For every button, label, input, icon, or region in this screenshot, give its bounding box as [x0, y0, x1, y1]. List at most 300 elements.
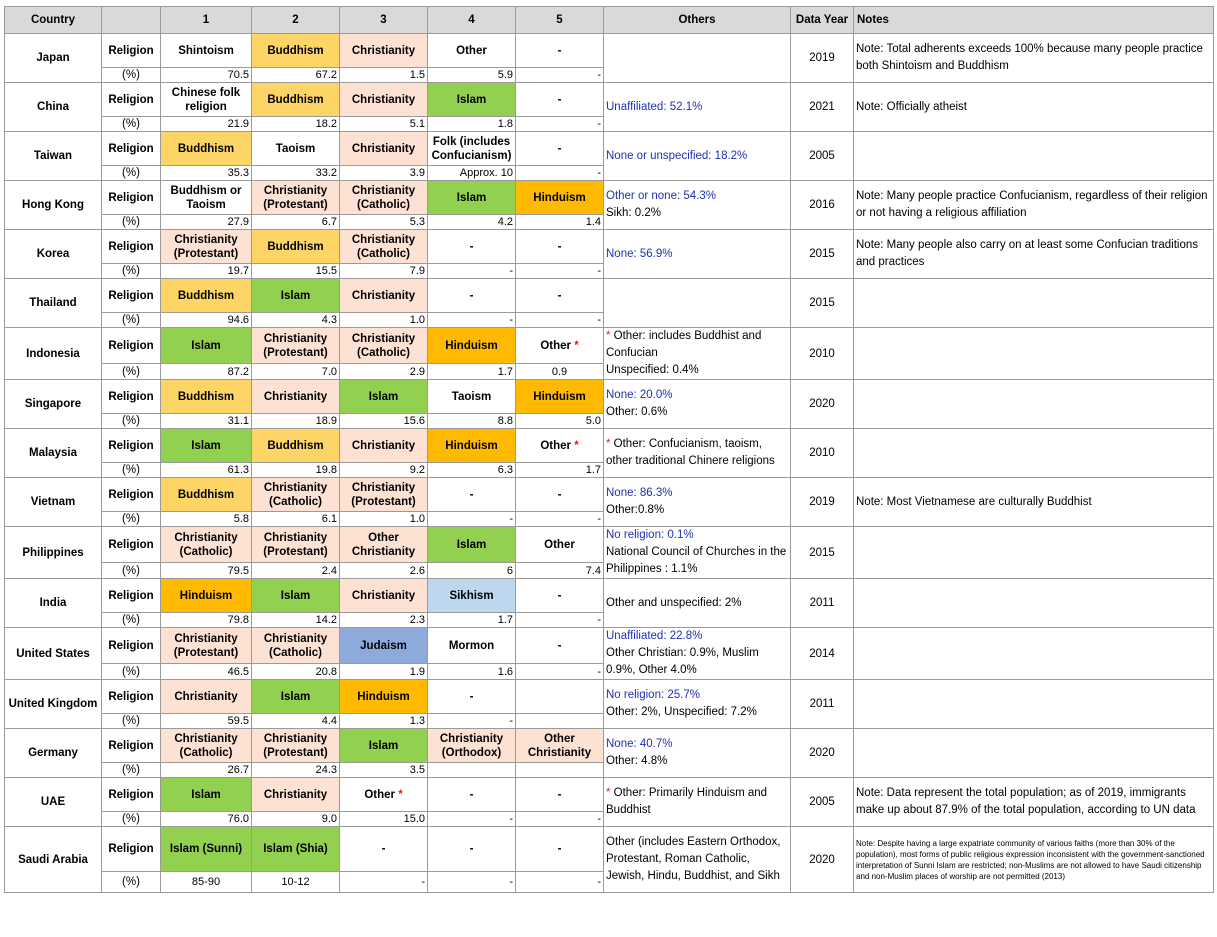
percent-cell-4[interactable]: 1.7 — [428, 613, 516, 628]
others-cell[interactable] — [604, 478, 791, 527]
percent-cell-3[interactable]: 15.6 — [340, 414, 428, 429]
percent-cell-5[interactable]: 7.4 — [516, 563, 604, 579]
percent-cell-3[interactable]: 1.0 — [340, 313, 428, 328]
percent-cell-3[interactable]: 3.5 — [340, 763, 428, 778]
percent-cell-4[interactable]: 6 — [428, 563, 516, 579]
percent-cell-5[interactable]: - — [516, 812, 604, 827]
percent-label[interactable]: (%) — [102, 872, 161, 893]
others-cell[interactable] — [604, 827, 791, 893]
percent-cell-5[interactable] — [516, 714, 604, 729]
country-cell[interactable]: India — [5, 579, 102, 628]
percent-cell-2[interactable]: 67.2 — [252, 68, 340, 83]
header-rank-5[interactable]: 5 — [516, 7, 604, 34]
religion-cell-2[interactable] — [252, 729, 340, 763]
percent-cell-3[interactable]: 9.2 — [340, 463, 428, 478]
notes-cell[interactable] — [854, 628, 1214, 680]
percent-cell-2[interactable]: 14.2 — [252, 613, 340, 628]
percent-cell-2[interactable]: 33.2 — [252, 166, 340, 181]
data-year-cell[interactable]: 2015 — [791, 279, 854, 328]
religion-label[interactable]: Religion — [102, 579, 161, 613]
percent-label[interactable]: (%) — [102, 215, 161, 230]
religion-cell-4[interactable] — [428, 680, 516, 714]
religion-cell-1[interactable] — [161, 83, 252, 117]
percent-cell-1[interactable]: 35.3 — [161, 166, 252, 181]
others-cell[interactable] — [604, 380, 791, 429]
religion-cell-5[interactable] — [516, 429, 604, 463]
notes-cell[interactable] — [854, 380, 1214, 429]
religion-cell-1[interactable] — [161, 579, 252, 613]
header-notes[interactable]: Notes — [854, 7, 1214, 34]
religion-name: Islam — [191, 439, 221, 452]
data-year-cell[interactable]: 2005 — [791, 132, 854, 181]
religion-cell-4[interactable] — [428, 34, 516, 68]
notes-cell[interactable] — [854, 328, 1214, 380]
percent-cell-3[interactable]: 1.3 — [340, 714, 428, 729]
percent-cell-1[interactable]: 31.1 — [161, 414, 252, 429]
percent-cell-2[interactable]: 10-12 — [252, 872, 340, 893]
percent-cell-1[interactable]: 59.5 — [161, 714, 252, 729]
others-cell[interactable] — [604, 579, 791, 628]
percent-label[interactable]: (%) — [102, 68, 161, 83]
header-rank-2[interactable]: 2 — [252, 7, 340, 34]
country-cell[interactable]: Taiwan — [5, 132, 102, 181]
percent-cell-1[interactable]: 5.8 — [161, 512, 252, 527]
others-cell[interactable] — [604, 132, 791, 181]
religion-cell-5[interactable] — [516, 132, 604, 166]
notes-cell[interactable]: Note: Many people practice Confucianism, regardless of their religion or not having a religious affiliation — [854, 181, 1214, 230]
religion-cell-2[interactable] — [252, 34, 340, 68]
religion-cell-2[interactable] — [252, 527, 340, 563]
religion-cell-2[interactable] — [252, 132, 340, 166]
others-cell[interactable] — [604, 279, 791, 328]
notes-cell[interactable] — [854, 527, 1214, 579]
percent-cell-2[interactable]: 6.7 — [252, 215, 340, 230]
percent-cell-5[interactable]: - — [516, 68, 604, 83]
religion-name: - — [557, 589, 562, 602]
table-row — [5, 132, 1214, 166]
notes-cell[interactable] — [854, 579, 1214, 628]
others-line — [606, 628, 788, 645]
notes-cell[interactable]: Note: Total adherents exceeds 100% because many people practice both Shintoism and Buddhism — [854, 34, 1214, 83]
religion-cell-4[interactable] — [428, 579, 516, 613]
religion-cell-2[interactable] — [252, 680, 340, 714]
religion-cell-3[interactable] — [340, 279, 428, 313]
religion-cell-2[interactable] — [252, 827, 340, 872]
religion-cell-5[interactable] — [516, 230, 604, 264]
religion-cell-2[interactable] — [252, 230, 340, 264]
table-row — [5, 279, 1214, 313]
percent-cell-4[interactable]: - — [428, 512, 516, 527]
religion-cell-3[interactable] — [340, 429, 428, 463]
others-cell[interactable] — [604, 680, 791, 729]
percent-cell-4[interactable]: - — [428, 264, 516, 279]
religion-name: Christianity (Catholic) — [351, 332, 416, 359]
percent-cell-1[interactable]: 27.9 — [161, 215, 252, 230]
religion-cell-3[interactable] — [340, 827, 428, 872]
percent-cell-3[interactable]: 5.1 — [340, 117, 428, 132]
data-year-cell[interactable]: 2015 — [791, 230, 854, 279]
religion-name: Christianity (Protestant) — [173, 632, 239, 659]
percent-cell-5[interactable]: - — [516, 166, 604, 181]
religion-label[interactable]: Religion — [102, 279, 161, 313]
religion-cell-3[interactable] — [340, 328, 428, 364]
data-year-cell[interactable]: 2015 — [791, 527, 854, 579]
percent-label[interactable]: (%) — [102, 613, 161, 628]
religion-label[interactable]: Religion — [102, 380, 161, 414]
others-cell[interactable] — [604, 527, 791, 579]
percent-cell-1[interactable]: 61.3 — [161, 463, 252, 478]
percent-cell-3[interactable]: 2.3 — [340, 613, 428, 628]
religion-label[interactable]: Religion — [102, 83, 161, 117]
percent-cell-4[interactable]: Approx. 10 — [428, 166, 516, 181]
percent-cell-5[interactable]: - — [516, 313, 604, 328]
religion-cell-1[interactable] — [161, 827, 252, 872]
header-others[interactable]: Others — [604, 7, 791, 34]
religion-cell-1[interactable] — [161, 279, 252, 313]
religion-cell-4[interactable] — [428, 230, 516, 264]
percent-cell-2[interactable]: 18.9 — [252, 414, 340, 429]
religion-cell-4[interactable] — [428, 628, 516, 664]
religion-cell-1[interactable] — [161, 328, 252, 364]
percent-cell-3[interactable]: 2.6 — [340, 563, 428, 579]
data-year-cell[interactable]: 2020 — [791, 729, 854, 778]
religion-cell-5[interactable] — [516, 34, 604, 68]
others-cell[interactable] — [604, 628, 791, 680]
data-year-cell[interactable]: 2011 — [791, 579, 854, 628]
percent-cell-4[interactable]: 1.8 — [428, 117, 516, 132]
religion-cell-5[interactable] — [516, 778, 604, 812]
data-year-cell[interactable]: 2011 — [791, 680, 854, 729]
percent-cell-2[interactable]: 15.5 — [252, 264, 340, 279]
others-cell[interactable] — [604, 34, 791, 83]
country-cell[interactable]: Korea — [5, 230, 102, 279]
percent-cell-1[interactable]: 21.9 — [161, 117, 252, 132]
religion-cell-2[interactable] — [252, 478, 340, 512]
header-rank-4[interactable]: 4 — [428, 7, 516, 34]
percent-cell-4[interactable]: 1.7 — [428, 364, 516, 380]
religion-cell-5[interactable] — [516, 181, 604, 215]
others-text: None: 20.0% — [606, 389, 673, 401]
percent-cell-5[interactable]: - — [516, 872, 604, 893]
percent-cell-4[interactable]: 1.6 — [428, 664, 516, 680]
religion-cell-5[interactable] — [516, 680, 604, 714]
religion-cell-3[interactable] — [340, 778, 428, 812]
percent-cell-2[interactable]: 4.4 — [252, 714, 340, 729]
percent-label[interactable]: (%) — [102, 812, 161, 827]
religion-label[interactable]: Religion — [102, 132, 161, 166]
notes-cell[interactable]: Note: Despite having a large expatriate community of various faiths (more than 30% of the population), most forms of public religious expression inconsistent with the government-sanctioned interpretation of Sunni Islam are restricted; non-Muslims are not allowed to have Saudi citizenship and non-Muslim places of worship are not permitted (2013) — [854, 827, 1214, 893]
religion-label[interactable]: Religion — [102, 778, 161, 812]
percent-label[interactable]: (%) — [102, 117, 161, 132]
percent-label[interactable]: (%) — [102, 364, 161, 380]
religion-name: Christianity — [351, 589, 416, 602]
percent-cell-4[interactable]: 4.2 — [428, 215, 516, 230]
country-cell[interactable]: Philippines — [5, 527, 102, 579]
percent-cell-3[interactable]: 1.5 — [340, 68, 428, 83]
percent-cell-5[interactable]: - — [516, 613, 604, 628]
religion-label[interactable]: Religion — [102, 827, 161, 872]
religion-cell-1[interactable] — [161, 34, 252, 68]
country-cell[interactable]: United Kingdom — [5, 680, 102, 729]
notes-cell[interactable] — [854, 132, 1214, 181]
religion-cell-2[interactable] — [252, 429, 340, 463]
religion-cell-4[interactable] — [428, 83, 516, 117]
notes-cell[interactable] — [854, 680, 1214, 729]
religion-cell-1[interactable] — [161, 429, 252, 463]
percent-cell-2[interactable]: 2.4 — [252, 563, 340, 579]
header-label[interactable] — [102, 7, 161, 34]
country-cell[interactable]: Japan — [5, 34, 102, 83]
notes-cell[interactable]: Note: Most Vietnamese are culturally Buddhist — [854, 478, 1214, 527]
percent-cell-5[interactable]: - — [516, 664, 604, 680]
religion-cell-5[interactable] — [516, 527, 604, 563]
religion-cell-5[interactable] — [516, 827, 604, 872]
percent-label[interactable]: (%) — [102, 166, 161, 181]
religion-label[interactable]: Religion — [102, 429, 161, 463]
header-country[interactable]: Country — [5, 7, 102, 34]
percent-cell-2[interactable]: 20.8 — [252, 664, 340, 680]
religion-label[interactable]: Religion — [102, 34, 161, 68]
percent-cell-1[interactable]: 46.5 — [161, 664, 252, 680]
religion-cell-3[interactable] — [340, 181, 428, 215]
religion-cell-3[interactable] — [340, 628, 428, 664]
religion-label[interactable]: Religion — [102, 230, 161, 264]
percent-cell-1[interactable]: 76.0 — [161, 812, 252, 827]
data-year-cell[interactable]: 2010 — [791, 328, 854, 380]
religion-cell-4[interactable] — [428, 132, 516, 166]
others-cell[interactable] — [604, 230, 791, 279]
religion-name: Christianity — [351, 289, 416, 302]
others-cell[interactable] — [604, 429, 791, 478]
religion-cell-2[interactable] — [252, 628, 340, 664]
others-text: No religion: 25.7% — [606, 689, 700, 701]
religion-cell-3[interactable] — [340, 729, 428, 763]
religion-label[interactable]: Religion — [102, 181, 161, 215]
percent-cell-5[interactable]: 1.7 — [516, 463, 604, 478]
religion-name: Islam — [191, 788, 221, 801]
religion-cell-2[interactable] — [252, 380, 340, 414]
religion-cell-2[interactable] — [252, 778, 340, 812]
percent-cell-4[interactable]: - — [428, 812, 516, 827]
percent-cell-3[interactable]: 15.0 — [340, 812, 428, 827]
percent-label[interactable]: (%) — [102, 664, 161, 680]
others-line — [606, 188, 788, 205]
country-cell[interactable]: Malaysia — [5, 429, 102, 478]
religion-cell-3[interactable] — [340, 680, 428, 714]
data-year-cell[interactable]: 2020 — [791, 827, 854, 893]
religion-cell-1[interactable] — [161, 478, 252, 512]
percent-cell-1[interactable]: 79.5 — [161, 563, 252, 579]
others-text: Sikh: 0.2% — [606, 207, 661, 219]
percent-cell-2[interactable]: 9.0 — [252, 812, 340, 827]
religion-name: Islam (Sunni) — [169, 843, 243, 855]
percent-cell-4[interactable]: 6.3 — [428, 463, 516, 478]
percent-cell-5[interactable]: 5.0 — [516, 414, 604, 429]
others-cell[interactable] — [604, 328, 791, 380]
percent-cell-1[interactable]: 19.7 — [161, 264, 252, 279]
percent-cell-5[interactable]: 0.9 — [516, 364, 604, 380]
religion-cell-5[interactable] — [516, 628, 604, 664]
religion-cell-5[interactable] — [516, 380, 604, 414]
religion-cell-1[interactable] — [161, 132, 252, 166]
religion-cell-2[interactable] — [252, 83, 340, 117]
religion-cell-2[interactable] — [252, 181, 340, 215]
country-cell[interactable]: United States — [5, 628, 102, 680]
data-year-cell[interactable]: 2014 — [791, 628, 854, 680]
religion-name: Folk (includes Confucianism) — [431, 135, 512, 162]
percent-label[interactable]: (%) — [102, 512, 161, 527]
percent-cell-3[interactable]: 2.9 — [340, 364, 428, 380]
religion-cell-3[interactable] — [340, 132, 428, 166]
others-cell[interactable] — [604, 83, 791, 132]
percent-cell-2[interactable]: 18.2 — [252, 117, 340, 132]
religion-cell-1[interactable] — [161, 230, 252, 264]
percent-cell-5[interactable] — [516, 763, 604, 778]
percent-label[interactable]: (%) — [102, 463, 161, 478]
religion-cell-4[interactable] — [428, 478, 516, 512]
percent-cell-1[interactable]: 87.2 — [161, 364, 252, 380]
notes-cell[interactable] — [854, 279, 1214, 328]
notes-cell[interactable]: Note: Data represent the total population; as of 2019, immigrants make up about 87.9% of the total population, according to UN data — [854, 778, 1214, 827]
percent-cell-2[interactable]: 4.3 — [252, 313, 340, 328]
percent-cell-4[interactable] — [428, 763, 516, 778]
percent-cell-5[interactable]: 1.4 — [516, 215, 604, 230]
percent-cell-2[interactable]: 6.1 — [252, 512, 340, 527]
religion-label[interactable]: Religion — [102, 328, 161, 364]
percent-cell-1[interactable]: 85-90 — [161, 872, 252, 893]
religion-cell-2[interactable] — [252, 328, 340, 364]
percent-label[interactable]: (%) — [102, 414, 161, 429]
percent-cell-1[interactable]: 94.6 — [161, 313, 252, 328]
percent-cell-4[interactable]: - — [428, 313, 516, 328]
percent-cell-5[interactable]: - — [516, 117, 604, 132]
religion-cell-2[interactable] — [252, 579, 340, 613]
percent-label[interactable]: (%) — [102, 313, 161, 328]
data-year-cell[interactable]: 2020 — [791, 380, 854, 429]
religion-cell-4[interactable] — [428, 328, 516, 364]
others-cell[interactable] — [604, 778, 791, 827]
others-cell[interactable] — [604, 181, 791, 230]
header-rank-1[interactable]: 1 — [161, 7, 252, 34]
religion-cell-1[interactable] — [161, 380, 252, 414]
religion-cell-5[interactable] — [516, 729, 604, 763]
religion-cell-3[interactable] — [340, 527, 428, 563]
religion-cell-5[interactable] — [516, 579, 604, 613]
percent-cell-1[interactable]: 70.5 — [161, 68, 252, 83]
religion-cell-2[interactable] — [252, 279, 340, 313]
religion-cell-5[interactable] — [516, 83, 604, 117]
percent-cell-4[interactable]: - — [428, 872, 516, 893]
religion-label[interactable]: Religion — [102, 478, 161, 512]
country-cell[interactable]: Germany — [5, 729, 102, 778]
data-year-cell[interactable]: 2019 — [791, 478, 854, 527]
header-rank-3[interactable]: 3 — [340, 7, 428, 34]
data-year-cell[interactable]: 2005 — [791, 778, 854, 827]
religion-cell-4[interactable] — [428, 429, 516, 463]
data-year-cell[interactable]: 2016 — [791, 181, 854, 230]
country-cell[interactable]: China — [5, 83, 102, 132]
percent-cell-4[interactable]: 5.9 — [428, 68, 516, 83]
religion-cell-1[interactable] — [161, 778, 252, 812]
religion-cell-3[interactable] — [340, 380, 428, 414]
religion-cell-4[interactable] — [428, 827, 516, 872]
percent-cell-3[interactable]: - — [340, 872, 428, 893]
country-cell[interactable]: Thailand — [5, 279, 102, 328]
religion-cell-5[interactable] — [516, 328, 604, 364]
percent-cell-4[interactable]: 8.8 — [428, 414, 516, 429]
religion-cell-1[interactable] — [161, 181, 252, 215]
percent-label[interactable]: (%) — [102, 264, 161, 279]
religion-cell-3[interactable] — [340, 83, 428, 117]
header-data-year[interactable]: Data Year — [791, 7, 854, 34]
notes-cell[interactable]: Note: Many people also carry on at least some Confucian traditions and practices — [854, 230, 1214, 279]
religion-label[interactable]: Religion — [102, 628, 161, 664]
country-cell[interactable]: Vietnam — [5, 478, 102, 527]
percent-cell-3[interactable]: 3.9 — [340, 166, 428, 181]
religion-label[interactable]: Religion — [102, 729, 161, 763]
percent-label[interactable]: (%) — [102, 714, 161, 729]
percent-cell-5[interactable]: - — [516, 264, 604, 279]
religion-cell-4[interactable] — [428, 181, 516, 215]
religion-label[interactable]: Religion — [102, 680, 161, 714]
country-cell[interactable]: Indonesia — [5, 328, 102, 380]
percent-cell-2[interactable]: 19.8 — [252, 463, 340, 478]
country-cell[interactable]: Saudi Arabia — [5, 827, 102, 893]
religion-cell-4[interactable] — [428, 527, 516, 563]
religion-cell-5[interactable] — [516, 478, 604, 512]
religion-cell-1[interactable] — [161, 680, 252, 714]
percent-cell-1[interactable]: 26.7 — [161, 763, 252, 778]
religion-cell-3[interactable] — [340, 478, 428, 512]
percent-cell-1[interactable]: 79.8 — [161, 613, 252, 628]
religion-cell-3[interactable] — [340, 579, 428, 613]
data-year-cell[interactable]: 2021 — [791, 83, 854, 132]
percent-cell-3[interactable]: 7.9 — [340, 264, 428, 279]
notes-cell[interactable] — [854, 729, 1214, 778]
notes-cell[interactable] — [854, 429, 1214, 478]
religion-cell-1[interactable] — [161, 628, 252, 664]
percent-cell-3[interactable]: 1.9 — [340, 664, 428, 680]
others-line — [606, 595, 788, 612]
religion-cell-3[interactable] — [340, 34, 428, 68]
percent-label[interactable]: (%) — [102, 563, 161, 579]
religion-cell-4[interactable] — [428, 778, 516, 812]
percent-cell-2[interactable]: 24.3 — [252, 763, 340, 778]
religion-cell-1[interactable] — [161, 527, 252, 563]
country-cell[interactable]: Singapore — [5, 380, 102, 429]
notes-cell[interactable]: Note: Officially atheist — [854, 83, 1214, 132]
percent-cell-2[interactable]: 7.0 — [252, 364, 340, 380]
percent-label[interactable]: (%) — [102, 763, 161, 778]
country-cell[interactable]: Hong Kong — [5, 181, 102, 230]
data-year-cell[interactable]: 2019 — [791, 34, 854, 83]
others-cell[interactable] — [604, 729, 791, 778]
religion-cell-1[interactable] — [161, 729, 252, 763]
country-cell[interactable]: UAE — [5, 778, 102, 827]
percent-cell-5[interactable]: - — [516, 512, 604, 527]
religion-cell-4[interactable] — [428, 380, 516, 414]
religion-cell-5[interactable] — [516, 279, 604, 313]
religion-cell-4[interactable] — [428, 279, 516, 313]
percent-cell-4[interactable]: - — [428, 714, 516, 729]
religion-table — [4, 6, 1214, 893]
religion-label[interactable]: Religion — [102, 527, 161, 563]
data-year-cell[interactable]: 2010 — [791, 429, 854, 478]
religion-cell-4[interactable] — [428, 729, 516, 763]
religion-cell-3[interactable] — [340, 230, 428, 264]
percent-cell-3[interactable]: 5.3 — [340, 215, 428, 230]
percent-cell-3[interactable]: 1.0 — [340, 512, 428, 527]
